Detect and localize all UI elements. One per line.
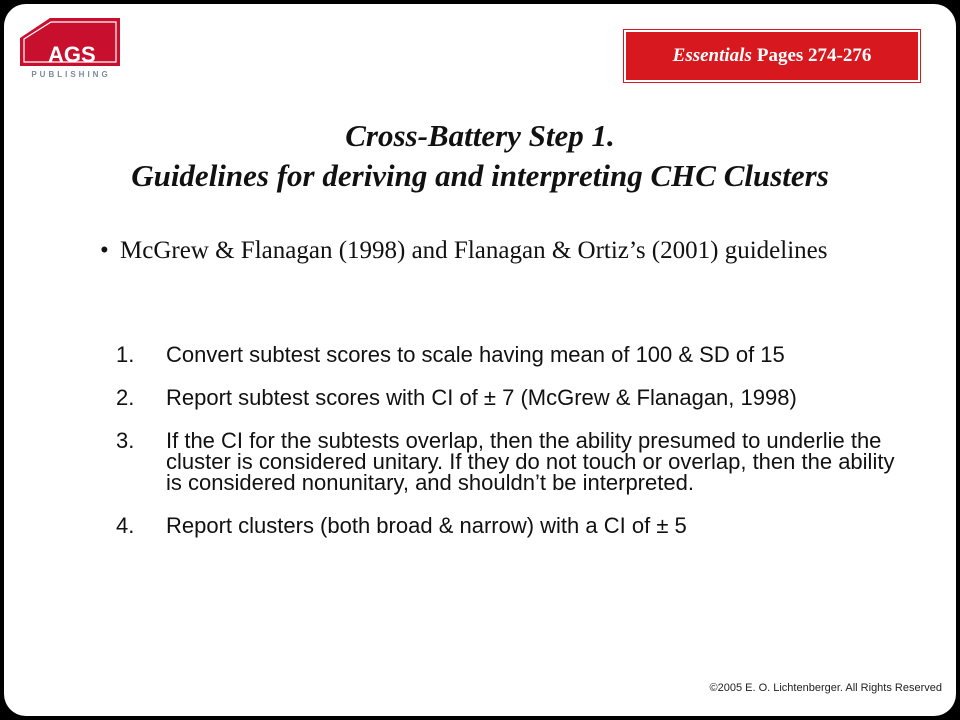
step-item — [116, 515, 896, 536]
step-text: If the CI for the subtests overlap, then the ability presumed to underlie the cluster is considered unitary. If they do not touch or overlap, then the ability is considered nonunitary, and shouldn’t be interpreted. — [166, 428, 895, 495]
step-text: Report subtest scores with CI of ± 7 (McGrew & Flanagan, 1998) — [166, 385, 797, 410]
slide — [4, 4, 956, 716]
step-number: 4. — [116, 513, 135, 538]
bullet-text: McGrew & Flanagan (1998) and Flanagan & Ortiz’s (2001) guidelines — [120, 237, 828, 264]
ags-publishing-logo — [16, 14, 126, 82]
slide-title — [4, 116, 956, 196]
guidelines-bullet — [100, 232, 900, 270]
guideline-steps-list — [116, 344, 896, 536]
badge-pages-text: Pages 274-276 — [756, 45, 872, 66]
bullet-marker: • — [100, 237, 109, 264]
logo-brand-text: AGS — [48, 42, 96, 67]
step-number: 3. — [116, 428, 135, 453]
step-number: 1. — [116, 342, 135, 367]
essentials-pages-badge — [624, 30, 920, 82]
step-item — [116, 430, 896, 493]
title-line-1: Cross-Battery Step 1. — [345, 118, 615, 153]
title-line-2: Guidelines for deriving and interpreting CHC Clusters — [131, 158, 829, 193]
step-item — [116, 344, 896, 365]
badge-italic-text: Essentials — [672, 45, 752, 66]
copyright-footer: ©2005 E. O. Lichtenberger. All Rights Reserved — [709, 682, 942, 694]
step-item — [116, 387, 896, 408]
step-number: 2. — [116, 385, 135, 410]
logo-subtitle: PUBLISHING — [31, 70, 111, 79]
step-text: Convert subtest scores to scale having mean of 100 & SD of 15 — [166, 342, 785, 367]
step-text: Report clusters (both broad & narrow) with a CI of ± 5 — [166, 513, 687, 538]
